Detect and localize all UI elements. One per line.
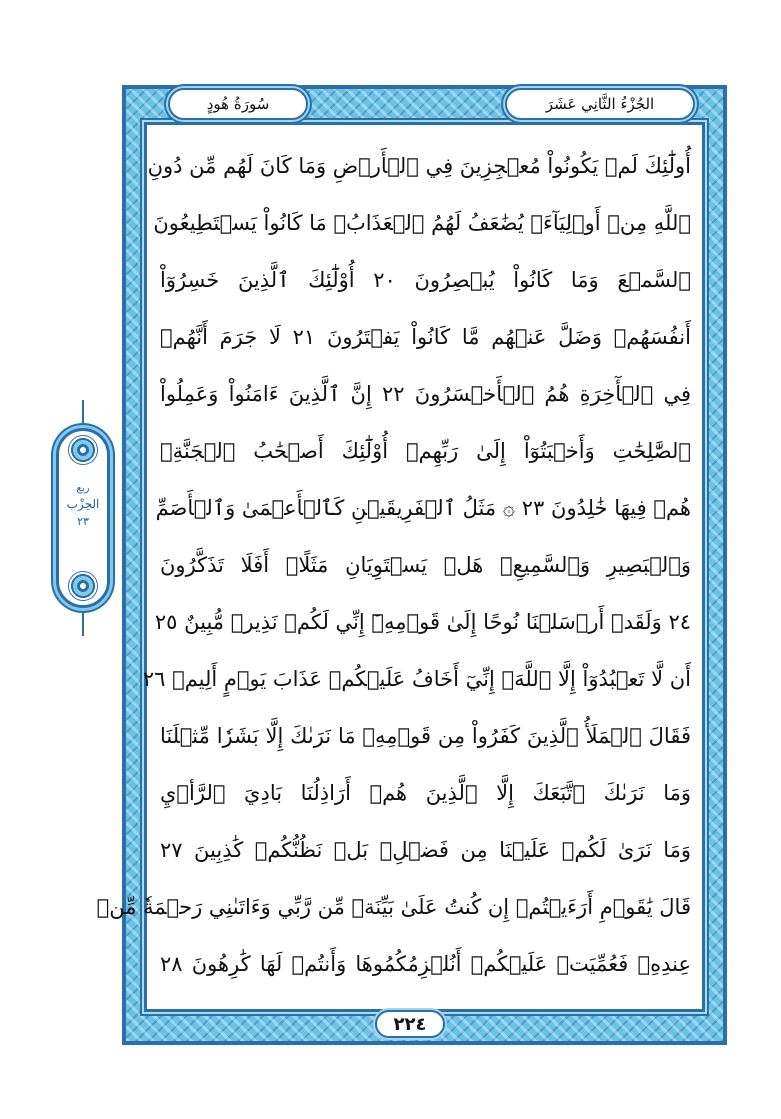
- verse-text: [96, 140, 691, 1000]
- verse-line: فَقَالَ ٱلۡمَلَأُ ٱلَّذِينَ كَفَرُواْ مِن قَوۡمِهِۦ مَا نَرَىٰكَ إِلَّا بَشَرٗا مِّثۡلَنَا: [160, 724, 691, 748]
- hizb-quarter-marker: [56, 428, 110, 608]
- surah-header: [168, 88, 308, 120]
- marker-stem-top: [82, 400, 84, 428]
- verse-line: وَمَا نَرَىٰكَ ٱتَّبَعَكَ إِلَّا ٱلَّذِينَ هُمۡ أَرَاذِلُنَا بَادِيَ ٱلرَّأۡيِ: [160, 781, 691, 805]
- verse-line: ٢٤ وَلَقَدۡ أَرۡسَلۡنَا نُوحًا إِلَىٰ قَوۡمِهِۦٓ إِنِّي لَكُمۡ نَذِيرٞ مُّبِينٌ ٢٥: [154, 610, 691, 634]
- rosette-icon: [68, 435, 98, 465]
- marker-label-number: ٢٣: [77, 515, 89, 528]
- verse-line: أُولَٰٓئِكَ لَمۡ يَكُونُواْ مُعۡجِزِينَ فِي ٱلۡأَرۡضِ وَمَا كَانَ لَهُم مِّن دُونِ: [147, 154, 691, 178]
- verse-line: أَنفُسَهُمۡ وَضَلَّ عَنۡهُم مَّا كَانُواْ يَفۡتَرُونَ ٢١ لَا جَرَمَ أَنَّهُمۡ: [160, 325, 691, 349]
- juz-header: [505, 88, 695, 120]
- verse-line: وَمَا نَرَىٰ لَكُمۡ عَلَيۡنَا مِن فَضۡلِۭ بَلۡ نَظُنُّكُمۡ كَٰذِبِينَ ٢٧: [160, 838, 691, 862]
- verse-line: عِندِهِۦ فَعُمِّيَتۡ عَلَيۡكُمۡ أَنُلۡزِمُكُمُوهَا وَأَنتُمۡ لَهَا كَٰرِهُونَ ٢٨: [160, 952, 691, 976]
- page-number: [375, 1010, 445, 1038]
- verse-line: قَالَ يَٰقَوۡمِ أَرَءَيۡتُمۡ إِن كُنتُ عَلَىٰ بَيِّنَةٖ مِّن رَّبِّي وَءَاتَىٰنِي رَحۡمَةٗ مِّنۡ: [96, 895, 691, 919]
- marker-label-rub: ربع: [76, 483, 90, 494]
- rosette-icon: [68, 571, 98, 601]
- verse-line: ٱللَّهِ مِنۡ أَوۡلِيَآءَۘ يُضَٰعَفُ لَهُمُ ٱلۡعَذَابُۚ مَا كَانُواْ يَسۡتَطِيعُونَ: [153, 211, 691, 235]
- verse-line: فِي ٱلۡأٓخِرَةِ هُمُ ٱلۡأَخۡسَرُونَ ٢٢ إِنَّ ٱلَّذِينَ ءَامَنُواْ وَعَمِلُواْ: [160, 382, 691, 406]
- marker-stem-bottom: [82, 608, 84, 636]
- marker-label-hizb: الحِزْب: [66, 497, 100, 511]
- verse-line: ٱلصَّٰلِحَٰتِ وَأَخۡبَتُوٓاْ إِلَىٰ رَبِّهِمۡ أُوْلَٰٓئِكَ أَصۡحَٰبُ ٱلۡجَنَّةِۖ: [160, 439, 691, 463]
- verse-line: ٱلسَّمۡعَ وَمَا كَانُواْ يُبۡصِرُونَ ٢٠ أُوْلَٰٓئِكَ ٱلَّذِينَ خَسِرُوٓاْ: [160, 268, 691, 292]
- verse-line: هُمۡ فِيهَا خَٰلِدُونَ ٢٣ ۞ مَثَلُ ٱلۡفَرِيقَيۡنِ كَٱلۡأَعۡمَىٰ وَٱلۡأَصَمِّ: [155, 496, 691, 520]
- page-number-text: ٢٢٤: [393, 1013, 427, 1035]
- surah-title: سُورَةُ هُودٍ: [206, 95, 270, 113]
- verse-line: أَن لَّا تَعۡبُدُوٓاْ إِلَّا ٱللَّهَۖ إِنِّيٓ أَخَافُ عَلَيۡكُمۡ عَذَابَ يَوۡمٍ أَلِيمٖ ٢٦: [142, 667, 691, 691]
- juz-title: الجُزْءُ الثَّانِي عَشَرَ: [545, 95, 655, 113]
- verse-line: وَٱلۡبَصِيرِ وَٱلسَّمِيعِۚ هَلۡ يَسۡتَوِيَانِ مَثَلًاۚ أَفَلَا تَذَكَّرُونَ: [160, 553, 691, 577]
